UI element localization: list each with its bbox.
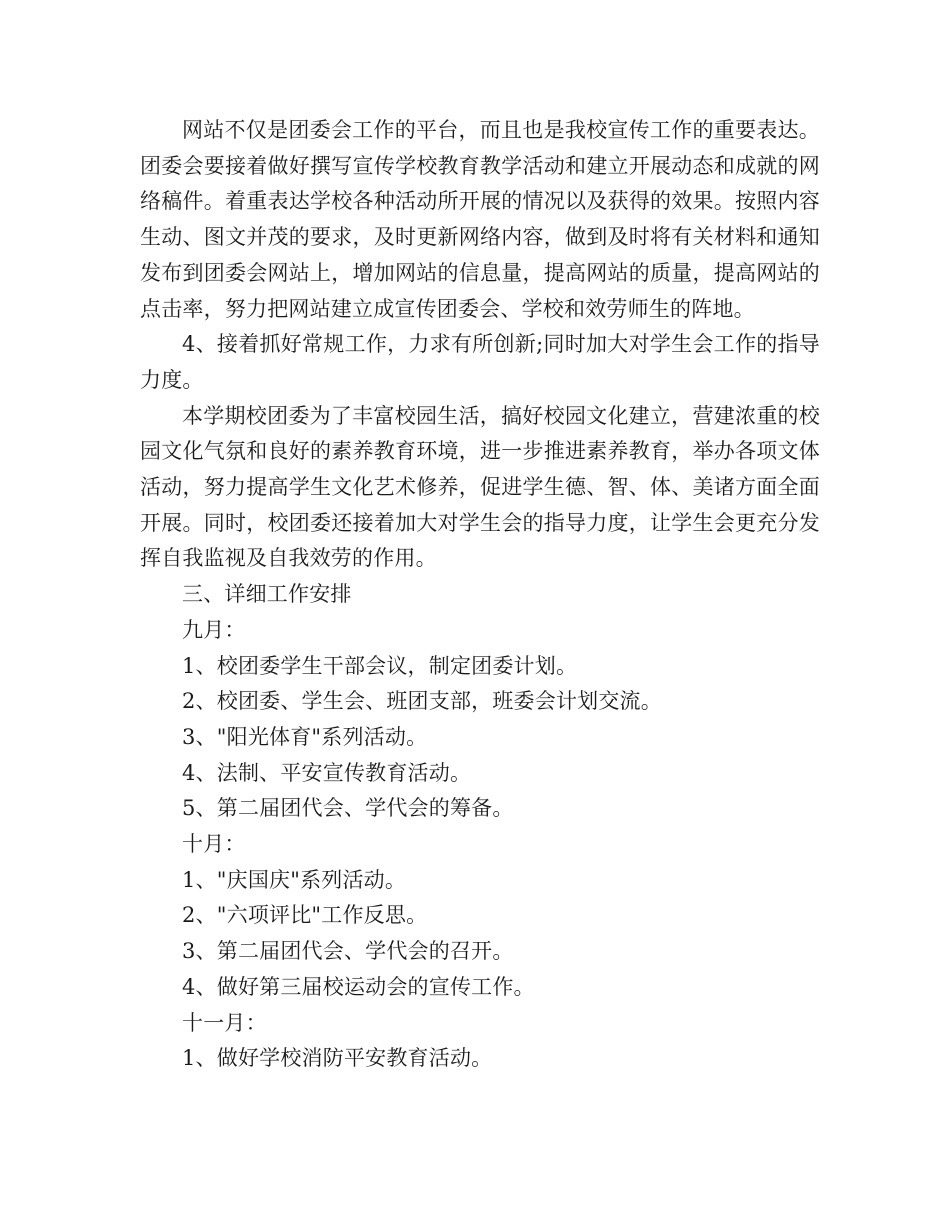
list-item: 3、"阳光体育"系列活动。 — [182, 724, 428, 749]
paragraph-website: 网站不仅是团委会工作的平台，而且也是我校宣传工作的重要表达。团委会要接着做好撰写宣传学校教育教学活动和建立开展动态和成就的网络稿件。着重表达学校各种活动所开展的情况以及获得的效果。按照内容生动、图文并茂的要求，及时更新网络内容，做到及时将有关材料和通知发布到团委会网站上，增加网站的信息量，提高网站的质量，提高网站的点击率，努力把网站建立成宣传团委会、学校和效劳师生的阵地。 — [140, 118, 820, 321]
month-october-label: 十月： — [182, 832, 246, 857]
list-item: 4、法制、平安宣传教育活动。 — [182, 760, 472, 785]
list-item: 1、校团委学生干部会议，制定团委计划。 — [182, 653, 578, 678]
month-november-label: 十一月： — [182, 1010, 267, 1035]
list-item: 2、"六项评比"工作反思。 — [182, 903, 428, 928]
section-heading: 三、详细工作安排 — [182, 582, 352, 607]
list-item: 2、校团委、学生会、班团支部，班委会计划交流。 — [182, 689, 662, 714]
list-item: 1、做好学校消防平安教育活动。 — [182, 1046, 493, 1071]
paragraph-semester-goals: 本学期校团委为了丰富校园生活，搞好校园文化建立，营建浓重的校园文化气氛和良好的素养教育环境，进一步推进素养教育，举办各项文体活动，努力提高学生文化艺术修养，促进学生德、智、体、美诸方面全面开展。同时，校团委还接着加大对学生会的指导力度，让学生会更充分发挥自我监视及自我效劳的作用。 — [140, 403, 820, 571]
document-body — [140, 113, 820, 1077]
list-item: 5、第二届团代会、学代会的筹备。 — [182, 796, 514, 821]
list-item: 1、"庆国庆"系列活动。 — [182, 867, 407, 892]
month-september-label: 九月： — [182, 617, 246, 642]
list-item: 3、第二届团代会、学代会的召开。 — [182, 939, 514, 964]
list-item: 4、做好第三届校运动会的宣传工作。 — [182, 974, 535, 999]
paragraph-routine-work: 4、接着抓好常规工作，力求有所创新;同时加大对学生会工作的指导力度。 — [140, 332, 820, 392]
